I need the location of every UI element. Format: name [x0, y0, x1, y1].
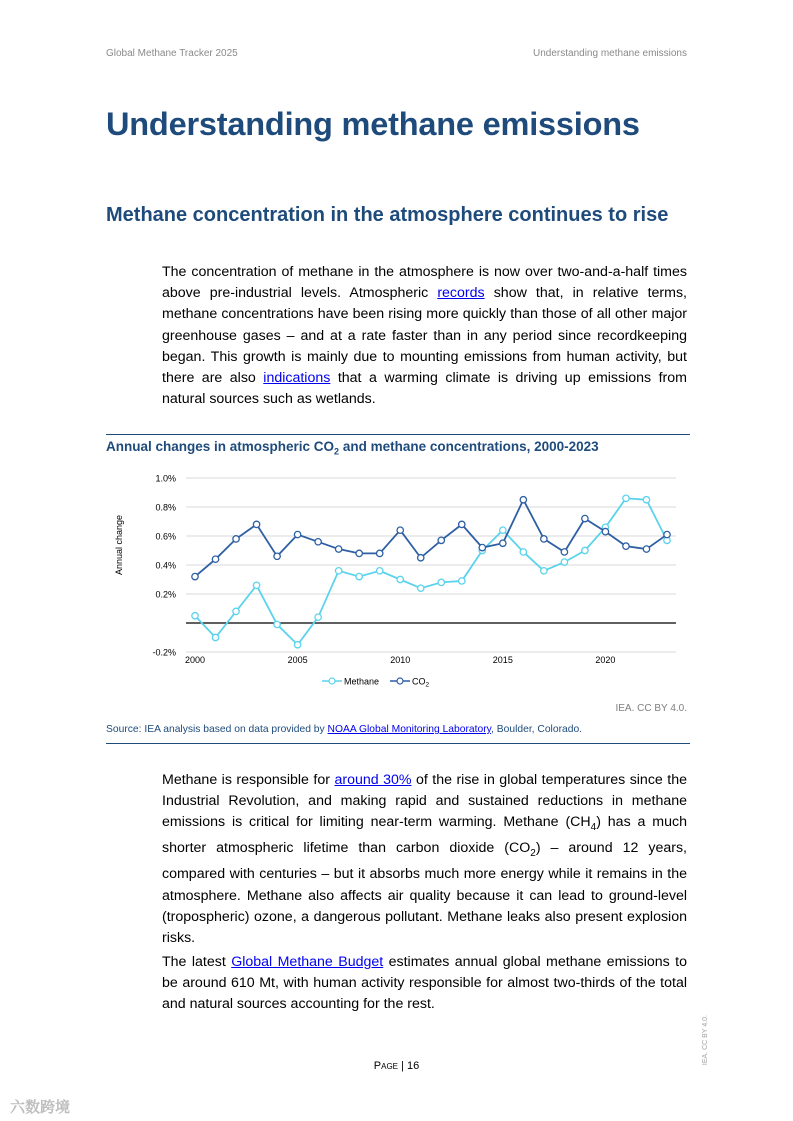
co2-point: [253, 521, 259, 527]
indications-link[interactable]: indications: [263, 370, 331, 387]
methane-point: [376, 568, 382, 574]
co2-point: [438, 537, 444, 543]
methane-point: [438, 579, 444, 585]
page-number: 16: [406, 1060, 420, 1072]
side-license-mark: IEA. CC BY 4.0.: [702, 1015, 709, 1066]
text: ) has a much shorter atmospheric lifetime than carbon dioxide (CO: [162, 814, 687, 857]
methane-point: [274, 621, 280, 627]
chart-bottom-rule: [106, 743, 690, 744]
chart-title-text: Annual changes in atmospheric CO: [106, 439, 335, 454]
y-axis-label: Annual change: [114, 514, 124, 576]
y-tick-label: 0.6%: [155, 531, 176, 542]
text: estimates annual global methane emissions to be around 610 Mt, with human activity responsible for almost two-thirds of the total and natural sources accounting for the rest.: [162, 954, 688, 1013]
intro-paragraph: [162, 262, 687, 410]
text: of the rise in global temperatures since the Industrial Revolution, and making rapid and sustained reductions in methane emissions is critical for limiting near-term warming. Methane (CH: [162, 772, 687, 831]
x-tick-label: 2010: [390, 655, 411, 665]
methane-point: [500, 527, 506, 533]
methane-budget-paragraph: [162, 952, 687, 1016]
co2-point: [397, 527, 403, 533]
y-tick-label: -0.2%: [152, 647, 176, 658]
noaa-link[interactable]: NOAA Global Monitoring Laboratory: [327, 724, 492, 735]
y-tick-label: 0.8%: [155, 502, 176, 513]
page-title: Understanding methane emissions: [106, 106, 640, 142]
co2-point: [664, 531, 670, 537]
methane-point: [582, 547, 588, 553]
methane-point: [397, 576, 403, 582]
global-methane-budget-link[interactable]: Global Methane Budget: [231, 954, 384, 970]
x-tick-label: 2015: [492, 655, 513, 665]
methane-point: [233, 608, 239, 614]
methane-point: [418, 585, 424, 591]
co2-point: [520, 497, 526, 503]
methane-point: [561, 559, 567, 565]
co2-point: [315, 539, 321, 545]
chart-source: [106, 724, 582, 735]
methane-point: [541, 568, 547, 574]
co2-point: [212, 556, 218, 562]
source-text-end: , Boulder, Colorado.: [491, 724, 583, 735]
co2-point: [561, 549, 567, 555]
y-tick-label: 0.2%: [155, 589, 176, 600]
methane-point: [315, 614, 321, 620]
chart-title-text-rest: and methane concentrations, 2000-2023: [339, 439, 599, 454]
subscript: 2: [530, 848, 536, 860]
methane-point: [294, 642, 300, 648]
legend-methane-marker: [329, 678, 335, 684]
legend-co2-label: $CO_2$: [412, 676, 430, 689]
page-label: Page: [373, 1060, 398, 1072]
methane-point: [253, 582, 259, 588]
watermark-logo: 六数跨境: [10, 1099, 71, 1116]
header-section-title: Understanding methane emissions: [533, 48, 687, 59]
co2-point: [541, 536, 547, 542]
co2-point: [623, 543, 629, 549]
page-separator: |: [398, 1060, 407, 1072]
methane-point: [212, 634, 218, 640]
x-tick-label: 2005: [287, 655, 308, 665]
x-tick-label: 2020: [595, 655, 616, 665]
chart-title-subscript: 2: [334, 446, 340, 457]
legend-methane-label: Methane: [344, 676, 380, 687]
co2-point: [459, 521, 465, 527]
line-chart: [106, 466, 690, 696]
methane-point: [356, 573, 362, 579]
text: ) – around 12 years, compared with centuries – but it absorbs much more energy while it remains in the atmosphere. Methane also affects air quality because it can lead to ground-level (tropospheric) ozone, a dangerous pollutant. Methane leaks also present explosion risks.: [162, 840, 687, 947]
co2-point: [479, 544, 485, 550]
methane-point: [335, 568, 341, 574]
y-tick-label: 0.4%: [155, 560, 176, 571]
chart-title: [106, 439, 599, 457]
co2-point: [335, 546, 341, 552]
co2-point: [294, 531, 300, 537]
header-report-title: Global Methane Tracker 2025: [106, 48, 238, 59]
chart-top-rule: [106, 434, 690, 435]
methane-point: [623, 495, 629, 501]
methane-point: [459, 578, 465, 584]
co2-point: [233, 536, 239, 542]
co2-point: [376, 550, 382, 556]
methane-point: [643, 497, 649, 503]
x-tick-label: 2000: [184, 655, 206, 665]
co2-point: [274, 553, 280, 559]
page-footer: [0, 1060, 793, 1072]
co2-point: [500, 540, 506, 546]
section-heading: Methane concentration in the atmosphere continues to rise: [106, 204, 669, 226]
co2-point: [582, 515, 588, 521]
co2-point: [602, 528, 608, 534]
methane-warming-paragraph: [162, 770, 687, 949]
text: that a warming climate is driving up emissions from natural sources such as wetlands.: [162, 370, 687, 408]
legend-co2-marker: [397, 678, 403, 684]
text: The latest: [162, 954, 232, 970]
source-text: Source: IEA analysis based on data provided by: [106, 724, 328, 735]
records-link[interactable]: records: [437, 285, 485, 302]
chart-credit: IEA. CC BY 4.0.: [615, 703, 687, 714]
around-30-link[interactable]: around 30%: [334, 772, 412, 788]
co2-point: [418, 555, 424, 561]
y-tick-label: 1.0%: [155, 473, 176, 484]
text: Methane is responsible for: [162, 772, 335, 788]
co2-point: [643, 546, 649, 552]
subscript: 4: [590, 822, 597, 834]
methane-point: [192, 613, 198, 619]
text: The concentration of methane in the atmosphere is now over two-and-a-half times above pre-industrial levels. Atmospheric: [162, 264, 687, 302]
text: show that, in relative terms, methane concentrations have been rising more quickly than those of all other major greenhouse gases – and at a rate faster than in any period since recordkeeping began. This growth is mainly due to mounting emissions from human activity, but there are also: [162, 285, 687, 387]
co2-point: [356, 550, 362, 556]
methane-point: [520, 549, 526, 555]
co2-point: [192, 573, 198, 579]
